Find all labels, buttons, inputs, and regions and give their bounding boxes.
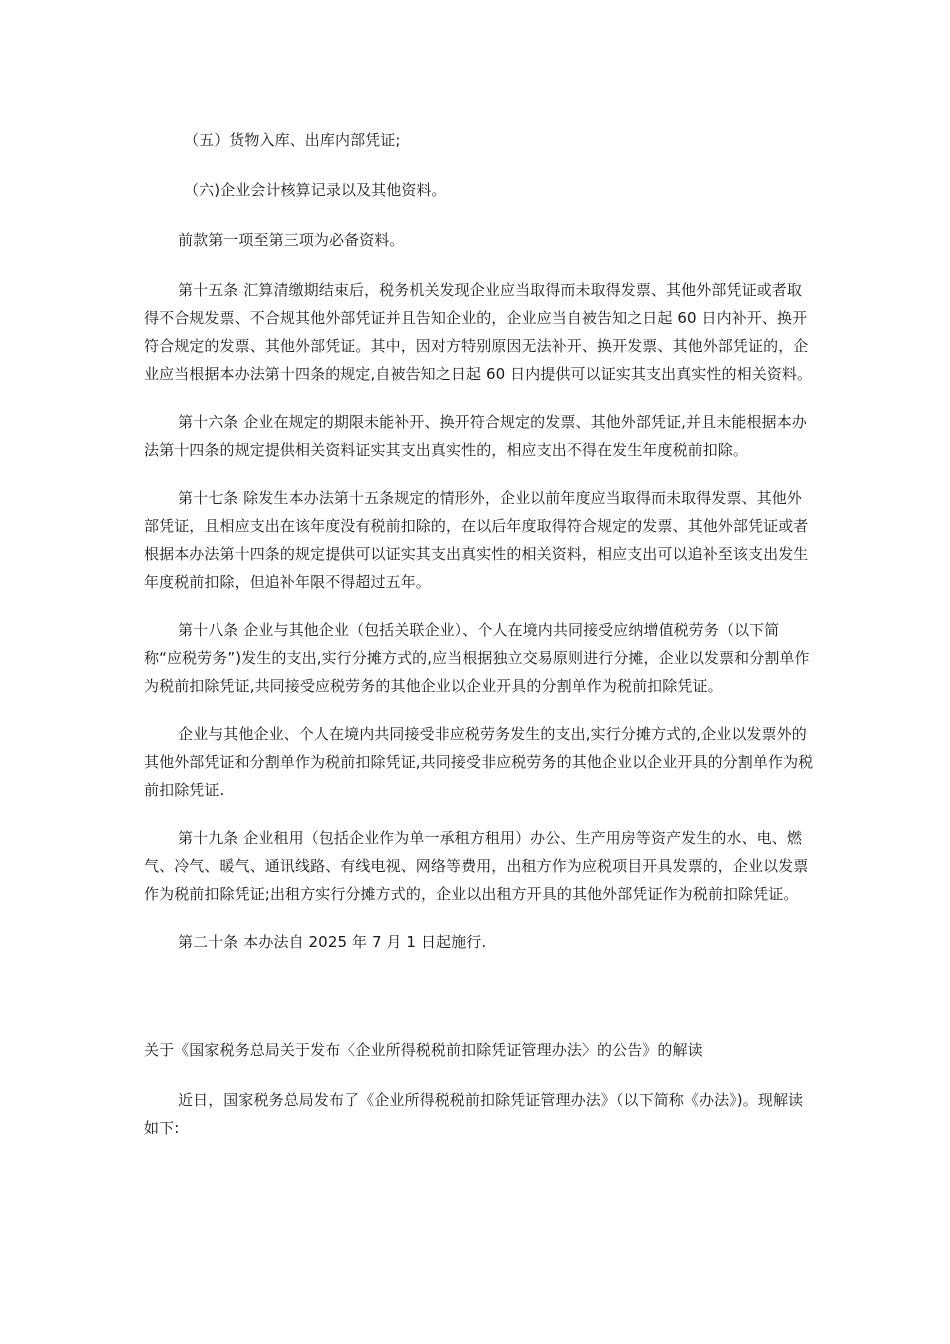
paragraph-article-16: 第十六条 企业在规定的期限未能补开、换开符合规定的发票、其他外部凭证,并且未能根据本办法第十四条的规定提供相关资料证实其支出真实性的，相应支出不得在发生年度税前扣除。 — [144, 413, 807, 459]
document-body — [144, 126, 814, 1142]
paragraph-article-15: 第十五条 汇算清缴期结束后，税务机关发现企业应当取得而未取得发票、其他外部凭证或者取得不合规发票、不合规其他外部凭证并且告知企业的，企业应当自被告知之日起 60 日内补开、换开符合规定的发票、其他外部凭证。其中，因对方特别原因无法补开、换开发票、其他外部凭证的，企业应当根据本办法第十四条的规定,自被告知之日起 60 日内提供可以证实其支出真实性的相关资料。 — [144, 281, 813, 383]
paragraph-article-18: 第十八条 企业与其他企业（包括关联企业）、个人在境内共同接受应纳增值税劳务（以下简称“应税劳务”)发生的支出,实行分摊方式的,应当根据独立交易原则进行分摊，企业以发票和分割单作为税前扣除凭证,共同接受应税劳务的其他企业以企业开具的分割单作为税前扣除凭证。 — [144, 621, 810, 695]
interpretation-intro: 近日，国家税务总局发布了《企业所得税税前扣除凭证管理办法》（以下简称《办法》)。现解读如下: — [144, 1091, 804, 1137]
paragraph-article-17: 第十七条 除发生本办法第十五条规定的情形外，企业以前年度应当取得而未取得发票、其他外部凭证，且相应支出在该年度没有税前扣除的，在以后年度取得符合规定的发票、其他外部凭证或者根据本办法第十四条的规定提供可以证实其支出真实性的相关资料，相应支出可以追补至该支出发生年度税前扣除，但追补年限不得超过五年。 — [144, 489, 809, 591]
interpretation-title: 关于《国家税务总局关于发布〈企业所得税税前扣除凭证管理办法〉的公告》的解读 — [144, 1041, 703, 1059]
paragraph-item-6: （六)企业会计核算记录以及其他资料。 — [184, 181, 447, 199]
paragraph-article-19: 第十九条 企业租用（包括企业作为单一承租方租用）办公、生产用房等资产发生的水、电、燃气、冷气、暖气、通讯线路、有线电视、网络等费用，出租方作为应税项目开具发票的，企业以发票作为税前扣除凭证;出租方实行分摊方式的，企业以出租方开具的其他外部凭证作为税前扣除凭证。 — [144, 829, 809, 903]
paragraph-required-note: 前款第一项至第三项为必备资料。 — [178, 231, 405, 249]
paragraph-article-18-part-2: 企业与其他企业、个人在境内共同接受非应税劳务发生的支出,实行分摊方式的,企业以发票外的其他外部凭证和分割单作为税前扣除凭证,共同接受非应税劳务的其他企业以企业开具的分割单作为税前扣除凭证. — [144, 725, 814, 799]
paragraph-item-5: （五）货物入库、出库内部凭证; — [184, 131, 401, 149]
paragraph-article-20: 第二十条 本办法自 2025 年 7 月 1 日起施行. — [178, 933, 487, 951]
